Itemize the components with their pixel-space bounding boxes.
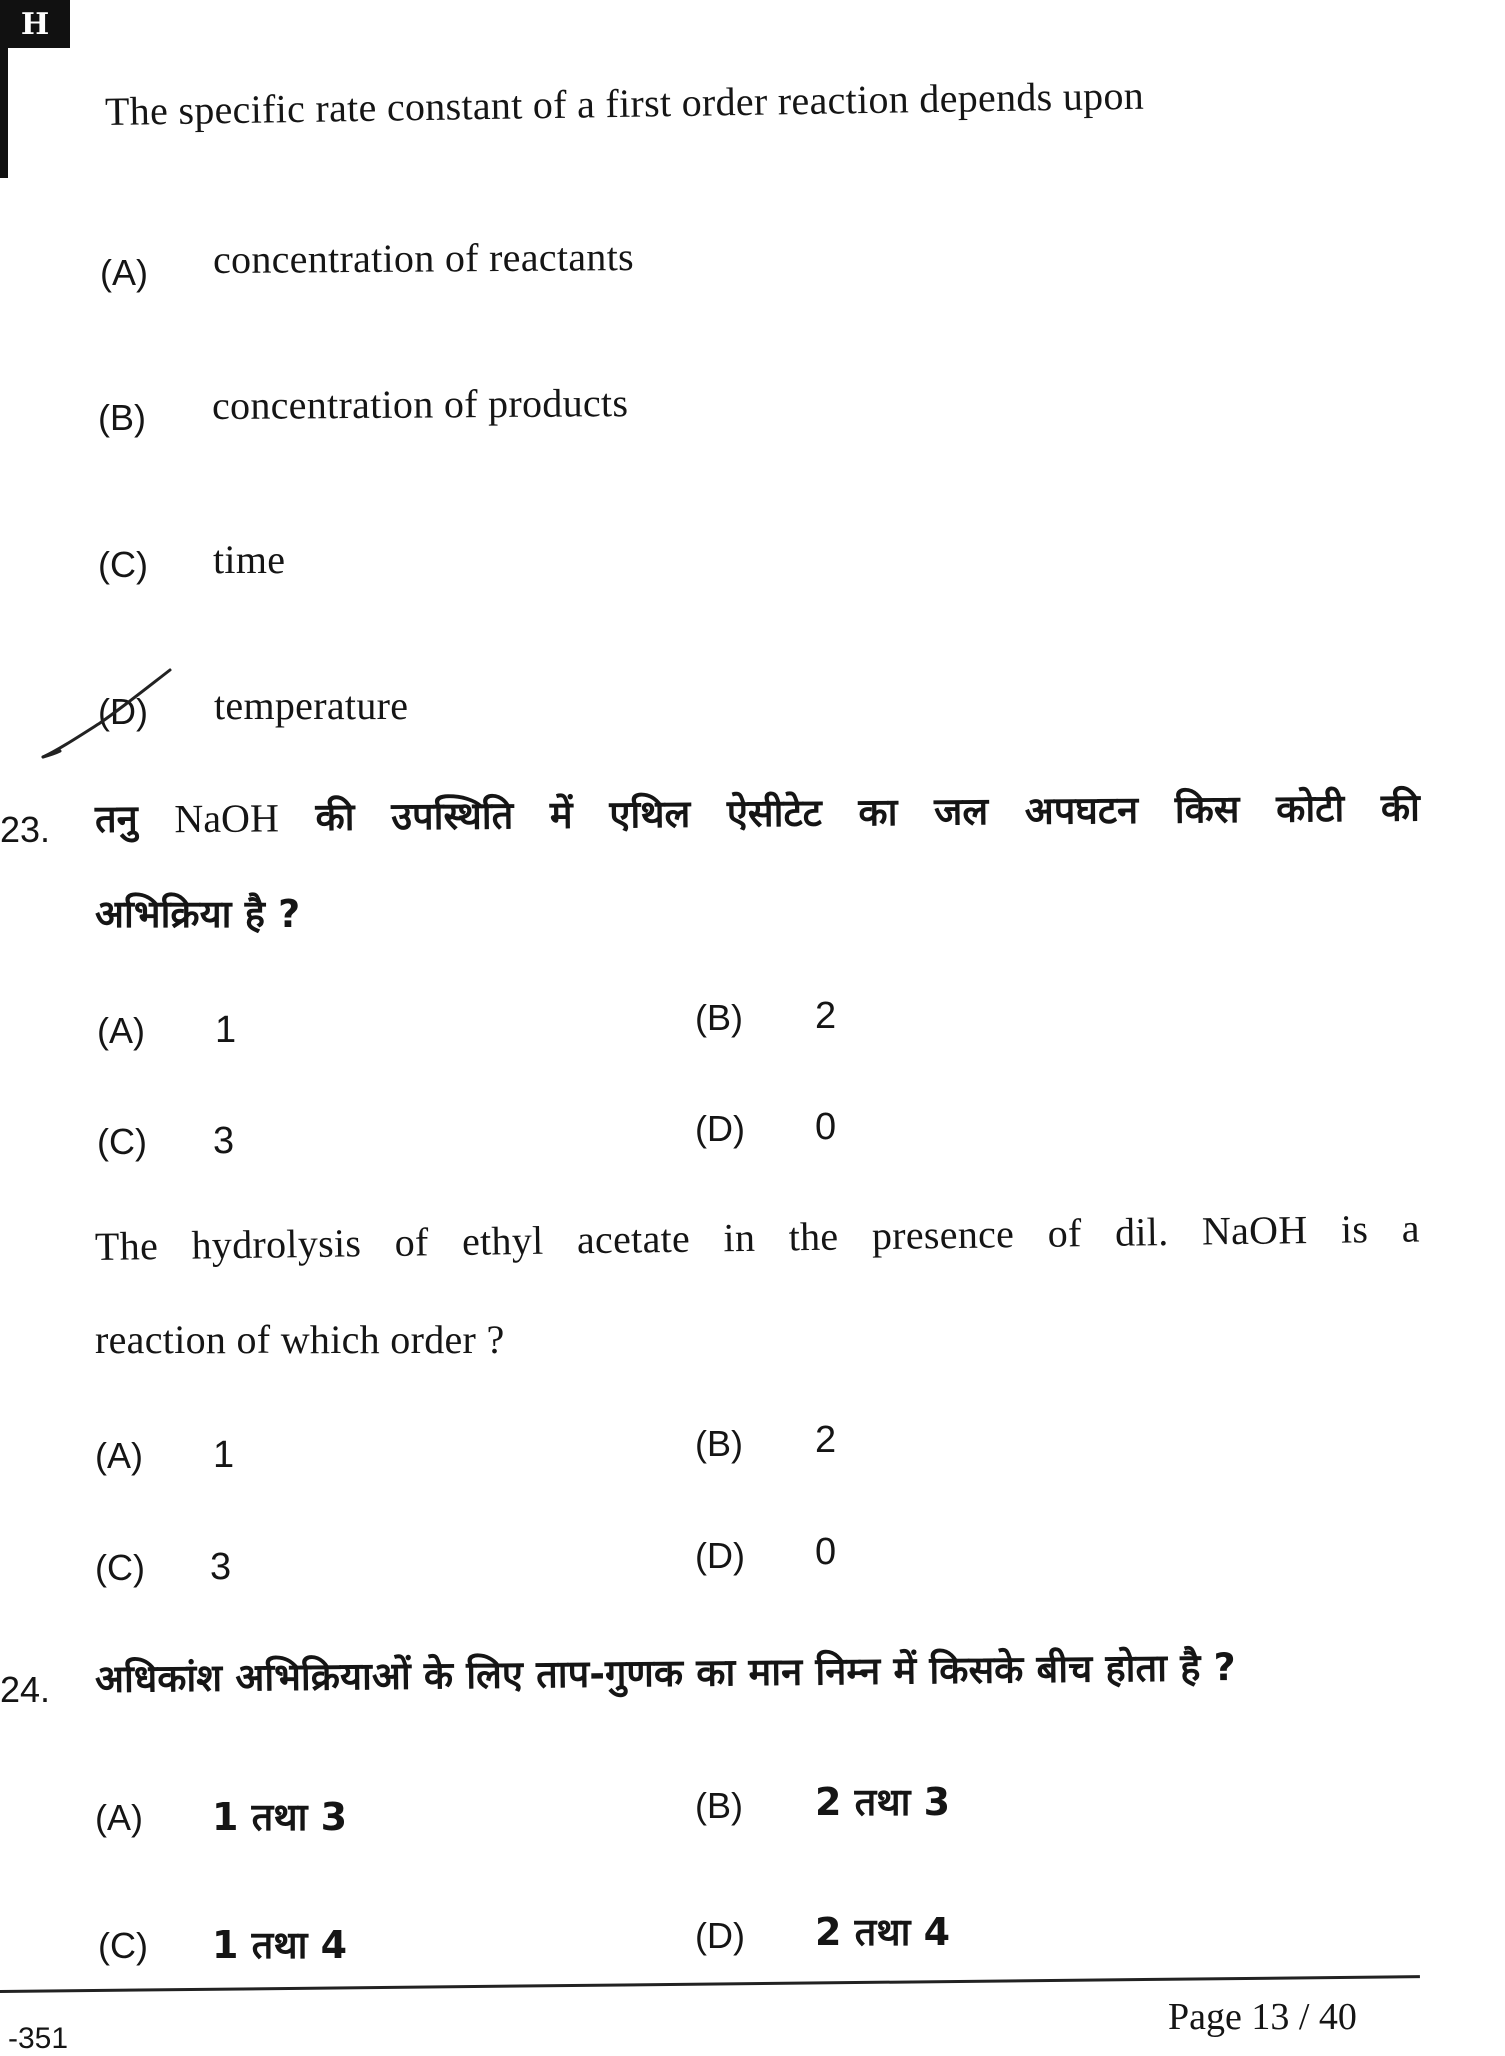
q23-hi-word: में bbox=[549, 792, 573, 838]
q24-option-d-text: 2 तथा 4 bbox=[815, 1910, 951, 1954]
footer-rule bbox=[0, 1975, 1420, 1993]
pen-tick-mark-icon bbox=[38, 665, 178, 765]
q24-option-a-label: (A) bbox=[95, 1797, 143, 1838]
q24-option-c-text: 1 तथा 4 bbox=[212, 1923, 348, 1967]
q22-option-b-label: (B) bbox=[98, 397, 146, 438]
q23-en-word: ethyl bbox=[461, 1217, 544, 1264]
q24-stem-hindi: अधिकांश अभिक्रियाओं के लिए ताप-गुणक का मान निम्न में किसके बीच होता है ? bbox=[94, 1645, 1236, 1701]
q24-option-d-label: (D) bbox=[695, 1915, 745, 1956]
q23-en-word: of bbox=[1047, 1210, 1082, 1256]
q23-en-option-b-label: (B) bbox=[695, 1423, 743, 1464]
q23-hi-word: कोटी bbox=[1275, 786, 1345, 831]
q22-option-a-label: (A) bbox=[100, 252, 148, 293]
q23-hi-word: अपघटन bbox=[1024, 787, 1139, 833]
q23-hi-word: उपस्थिति bbox=[391, 793, 514, 839]
q23-en-word: dil. bbox=[1114, 1209, 1169, 1255]
q23-en-option-d-label: (D) bbox=[695, 1535, 745, 1576]
q23-stem-hindi-line2: अभिक्रिया है ? bbox=[95, 892, 301, 936]
q23-stem-english-line2: reaction of which order ? bbox=[95, 1317, 505, 1362]
q22-option-c-text: time bbox=[213, 537, 286, 582]
q22-option-a-text: concentration of reactants bbox=[212, 234, 635, 282]
q23-en-word: hydrolysis bbox=[191, 1220, 362, 1268]
q23-en-word: acetate bbox=[576, 1215, 691, 1263]
q23-en-word: NaOH bbox=[1201, 1207, 1308, 1254]
q23-number: 23. bbox=[0, 809, 51, 850]
q23-stem-english-line1 bbox=[94, 1205, 1421, 1269]
q22-stem: The specific rate constant of a first order reaction depends upon bbox=[104, 72, 1145, 134]
q23-en-option-d-text: 0 bbox=[815, 1531, 837, 1573]
q23-hi-word: का bbox=[858, 789, 898, 835]
q22-option-b-text: concentration of products bbox=[211, 380, 629, 428]
page-number: Page 13 / 40 bbox=[1168, 1996, 1357, 2038]
q23-stem-hindi-line1 bbox=[94, 785, 1421, 842]
q23-hi-option-d-text: 0 bbox=[815, 1106, 837, 1148]
q23-en-option-a-label: (A) bbox=[95, 1435, 143, 1476]
q23-hi-option-c-text: 3 bbox=[213, 1120, 235, 1162]
q23-en-option-c-text: 3 bbox=[210, 1546, 232, 1588]
q22-option-d-label: (D) bbox=[98, 691, 148, 732]
q23-hi-option-b-text: 2 bbox=[815, 995, 837, 1037]
q22-option-d-text: temperature bbox=[214, 683, 409, 728]
q23-hi-option-a-text: 1 bbox=[215, 1009, 237, 1051]
page-edge-bar bbox=[0, 48, 8, 178]
q24-number: 24. bbox=[0, 1669, 51, 1710]
q23-en-word: in bbox=[723, 1214, 756, 1261]
q23-en-word: of bbox=[394, 1219, 429, 1265]
q23-hi-word: NaOH bbox=[174, 795, 280, 842]
q22-option-c-label: (C) bbox=[98, 544, 148, 585]
q23-hi-word: ऐसीटेट bbox=[726, 790, 822, 836]
q23-hi-option-d-label: (D) bbox=[695, 1108, 745, 1149]
q24-option-a-text: 1 तथा 3 bbox=[212, 1795, 348, 1839]
q23-en-word: is bbox=[1340, 1206, 1369, 1252]
q23-hi-option-a-label: (A) bbox=[97, 1010, 145, 1051]
q24-option-b-label: (B) bbox=[695, 1785, 743, 1826]
q24-option-c-label: (C) bbox=[98, 1925, 148, 1966]
q23-hi-word: की bbox=[1380, 785, 1421, 830]
q23-en-word: The bbox=[94, 1223, 159, 1269]
q23-en-word: a bbox=[1401, 1205, 1421, 1251]
q23-hi-word: जल bbox=[933, 789, 989, 834]
q23-hi-option-c-label: (C) bbox=[97, 1121, 147, 1162]
set-badge: H bbox=[0, 0, 70, 48]
footer-cut-text: -351 bbox=[8, 2022, 69, 2055]
q23-hi-word: तनु bbox=[94, 796, 138, 841]
q23-en-option-c-label: (C) bbox=[95, 1547, 145, 1588]
q23-hi-word: किस bbox=[1174, 787, 1240, 832]
q23-en-word: the bbox=[788, 1213, 839, 1260]
q23-hi-option-b-label: (B) bbox=[695, 997, 743, 1038]
q24-option-b-text: 2 तथा 3 bbox=[815, 1780, 951, 1824]
q23-hi-word: की bbox=[315, 794, 355, 840]
q23-en-option-a-text: 1 bbox=[213, 1434, 235, 1476]
q23-en-option-b-text: 2 bbox=[815, 1419, 837, 1461]
q23-hi-word: एथिल bbox=[609, 791, 691, 837]
q23-en-word: presence bbox=[871, 1211, 1015, 1259]
